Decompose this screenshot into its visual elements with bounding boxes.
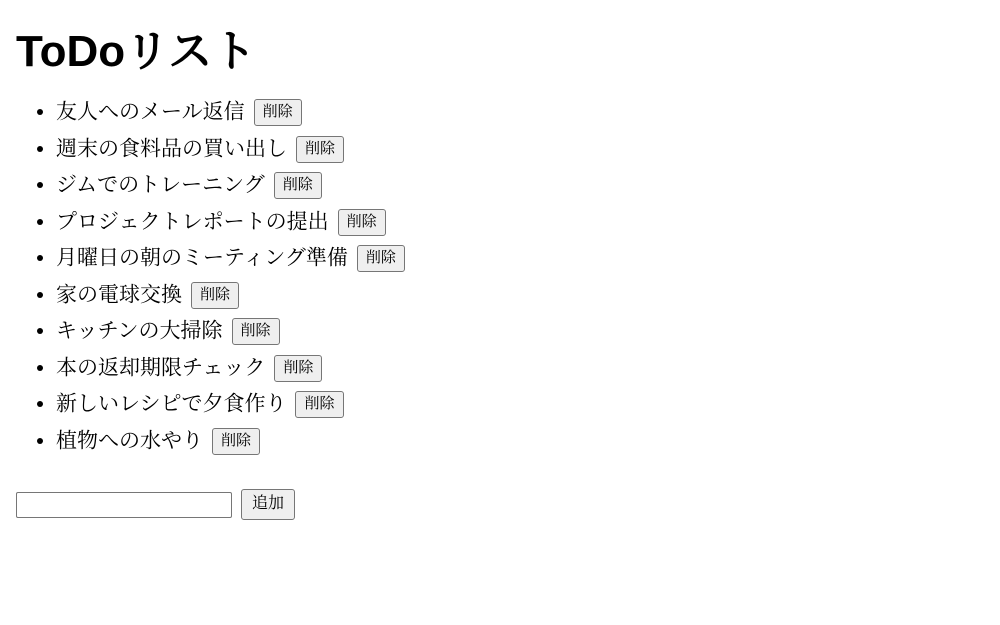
delete-button[interactable]: 削除: [212, 428, 260, 455]
delete-button[interactable]: 削除: [338, 209, 386, 236]
todo-text: 家の電球交換: [56, 283, 182, 307]
todo-text: 友人へのメール返信: [56, 100, 245, 124]
delete-button[interactable]: 削除: [295, 391, 343, 418]
list-item: [56, 277, 992, 314]
delete-button[interactable]: 削除: [232, 318, 280, 345]
delete-button[interactable]: 削除: [296, 136, 344, 163]
add-todo-form: [16, 489, 992, 520]
list-item: [56, 350, 992, 387]
todo-list: [8, 94, 992, 459]
new-todo-input[interactable]: [16, 492, 232, 518]
page-title: ToDoリスト: [16, 27, 257, 76]
todo-text: キッチンの大掃除: [56, 319, 223, 343]
todo-text: ジムでのトレーニング: [56, 173, 265, 197]
todo-text: プロジェクトレポートの提出: [56, 210, 329, 234]
list-item: [56, 423, 992, 460]
todo-text: 月曜日の朝のミーティング準備: [56, 246, 348, 270]
list-item: [56, 386, 992, 423]
delete-button[interactable]: 削除: [254, 99, 302, 126]
list-item: [56, 313, 992, 350]
todo-text: 週末の食料品の買い出し: [56, 137, 287, 161]
delete-button[interactable]: 削除: [357, 245, 405, 272]
todo-text: 本の返却期限チェック: [56, 356, 266, 380]
list-item: [56, 240, 992, 277]
list-item: [56, 204, 992, 241]
delete-button[interactable]: 削除: [274, 355, 322, 382]
add-button[interactable]: 追加: [241, 489, 295, 520]
list-item: [56, 167, 992, 204]
todo-text: 新しいレシピで夕食作り: [56, 392, 287, 416]
todo-text: 植物への水やり: [56, 429, 203, 453]
delete-button[interactable]: 削除: [274, 172, 322, 199]
delete-button[interactable]: 削除: [191, 282, 239, 309]
list-item: [56, 94, 992, 131]
list-item: [56, 131, 992, 168]
